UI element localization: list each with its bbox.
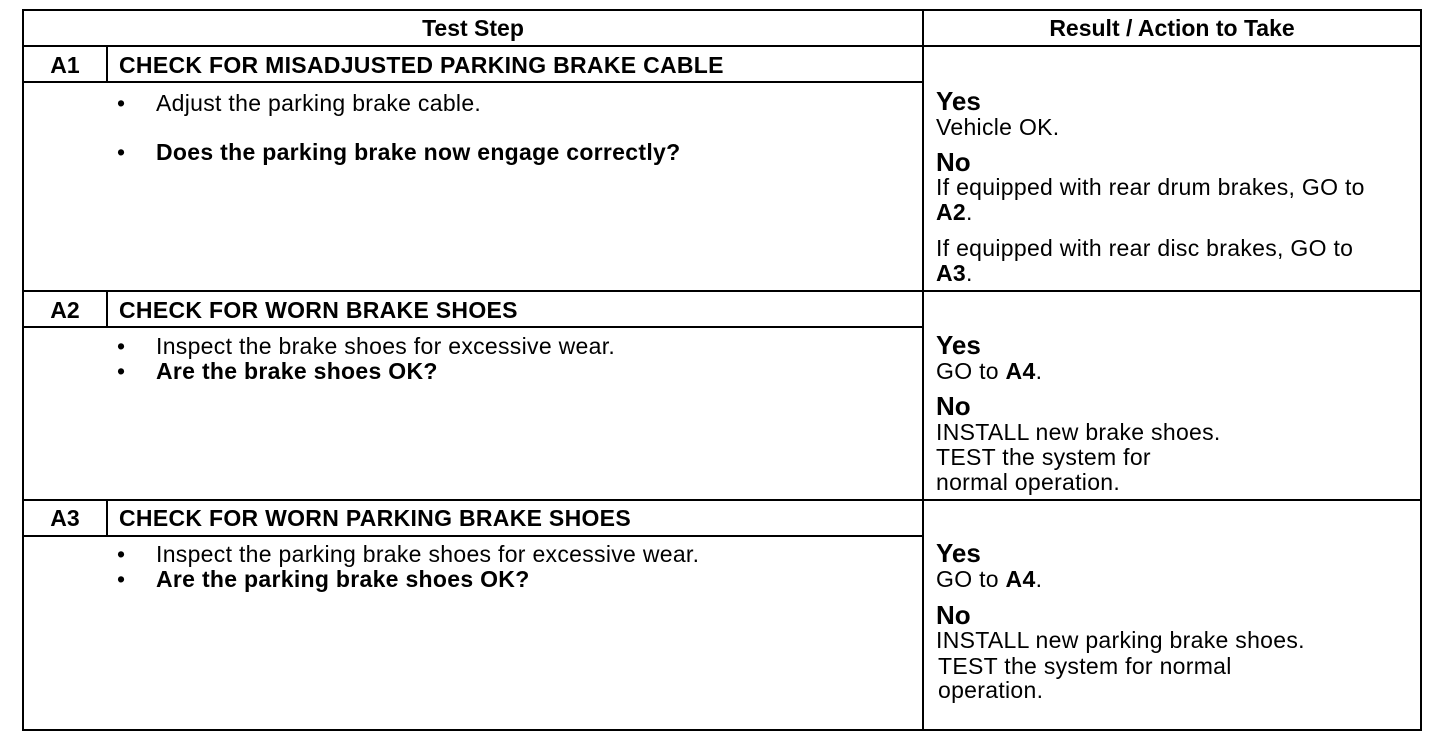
no-action: normal operation.	[936, 469, 1121, 495]
yes-action	[936, 359, 1042, 384]
no-action-text: If equipped with rear drum brakes, GO to	[936, 174, 1365, 200]
step-title: CHECK FOR WORN PARKING BRAKE SHOES	[119, 505, 631, 531]
step-id: A3	[50, 505, 80, 531]
no-action-text: If equipped with rear disc brakes, GO to	[936, 235, 1354, 261]
step-title-divider	[24, 81, 922, 83]
no-action	[936, 175, 1365, 200]
step-title-divider	[24, 535, 922, 537]
yes-label: Yes	[936, 330, 981, 360]
no-action: TEST the system for normal	[938, 653, 1232, 679]
yes-action-text: GO to	[936, 566, 1006, 592]
step-ref: A3	[936, 260, 967, 286]
yes-action	[936, 567, 1042, 592]
header-divider	[24, 45, 1420, 47]
id-divider	[106, 292, 108, 328]
row-divider	[24, 499, 1420, 501]
yes-label: Yes	[936, 86, 981, 116]
no-action: INSTALL new parking brake shoes.	[936, 627, 1305, 653]
step-ref: A4	[1005, 358, 1036, 384]
no-label: No	[936, 600, 971, 630]
bullet-icon: •	[117, 541, 126, 567]
step-instruction: Inspect the brake shoes for excessive wear.	[156, 333, 616, 359]
yes-action-text: GO to	[936, 358, 1006, 384]
bullet-icon: •	[117, 358, 126, 384]
no-label: No	[936, 391, 971, 421]
id-divider	[106, 501, 108, 537]
step-id: A1	[50, 52, 80, 78]
step-id: A2	[50, 297, 80, 323]
step-question: Are the parking brake shoes OK?	[156, 566, 530, 592]
yes-label: Yes	[936, 538, 981, 568]
bullet-icon: •	[117, 139, 126, 165]
step-instruction: Adjust the parking brake cable.	[156, 90, 482, 116]
no-action-ref-line	[936, 200, 973, 225]
no-label: No	[936, 147, 971, 177]
bullet-icon: •	[117, 90, 126, 116]
no-action: INSTALL new brake shoes.	[936, 419, 1221, 445]
ref-suffix: .	[966, 260, 973, 286]
step-instruction: Inspect the parking brake shoes for excessive wear.	[156, 541, 700, 567]
ref-suffix: .	[966, 199, 973, 225]
header-result-action: Result / Action to Take	[1049, 15, 1295, 41]
diagnostic-table	[22, 9, 1422, 731]
bullet-icon: •	[117, 566, 126, 592]
step-ref: A2	[936, 199, 967, 225]
step-title: CHECK FOR WORN BRAKE SHOES	[119, 297, 518, 323]
step-question: Does the parking brake now engage correctly?	[156, 139, 681, 165]
column-divider	[922, 11, 924, 729]
yes-action: Vehicle OK.	[936, 114, 1060, 140]
step-ref: A4	[1005, 566, 1036, 592]
step-title: CHECK FOR MISADJUSTED PARKING BRAKE CABLE	[119, 52, 724, 78]
no-action	[936, 236, 1353, 261]
no-action-ref-line	[936, 261, 973, 286]
ref-suffix: .	[1035, 358, 1043, 384]
header-test-step: Test Step	[422, 15, 524, 41]
bullet-icon: •	[117, 333, 126, 359]
row-divider	[24, 290, 1420, 292]
step-title-divider	[24, 326, 922, 328]
no-action: operation.	[938, 677, 1044, 703]
id-divider	[106, 47, 108, 83]
step-question: Are the brake shoes OK?	[156, 358, 438, 384]
no-action: TEST the system for	[936, 444, 1151, 470]
ref-suffix: .	[1035, 566, 1043, 592]
